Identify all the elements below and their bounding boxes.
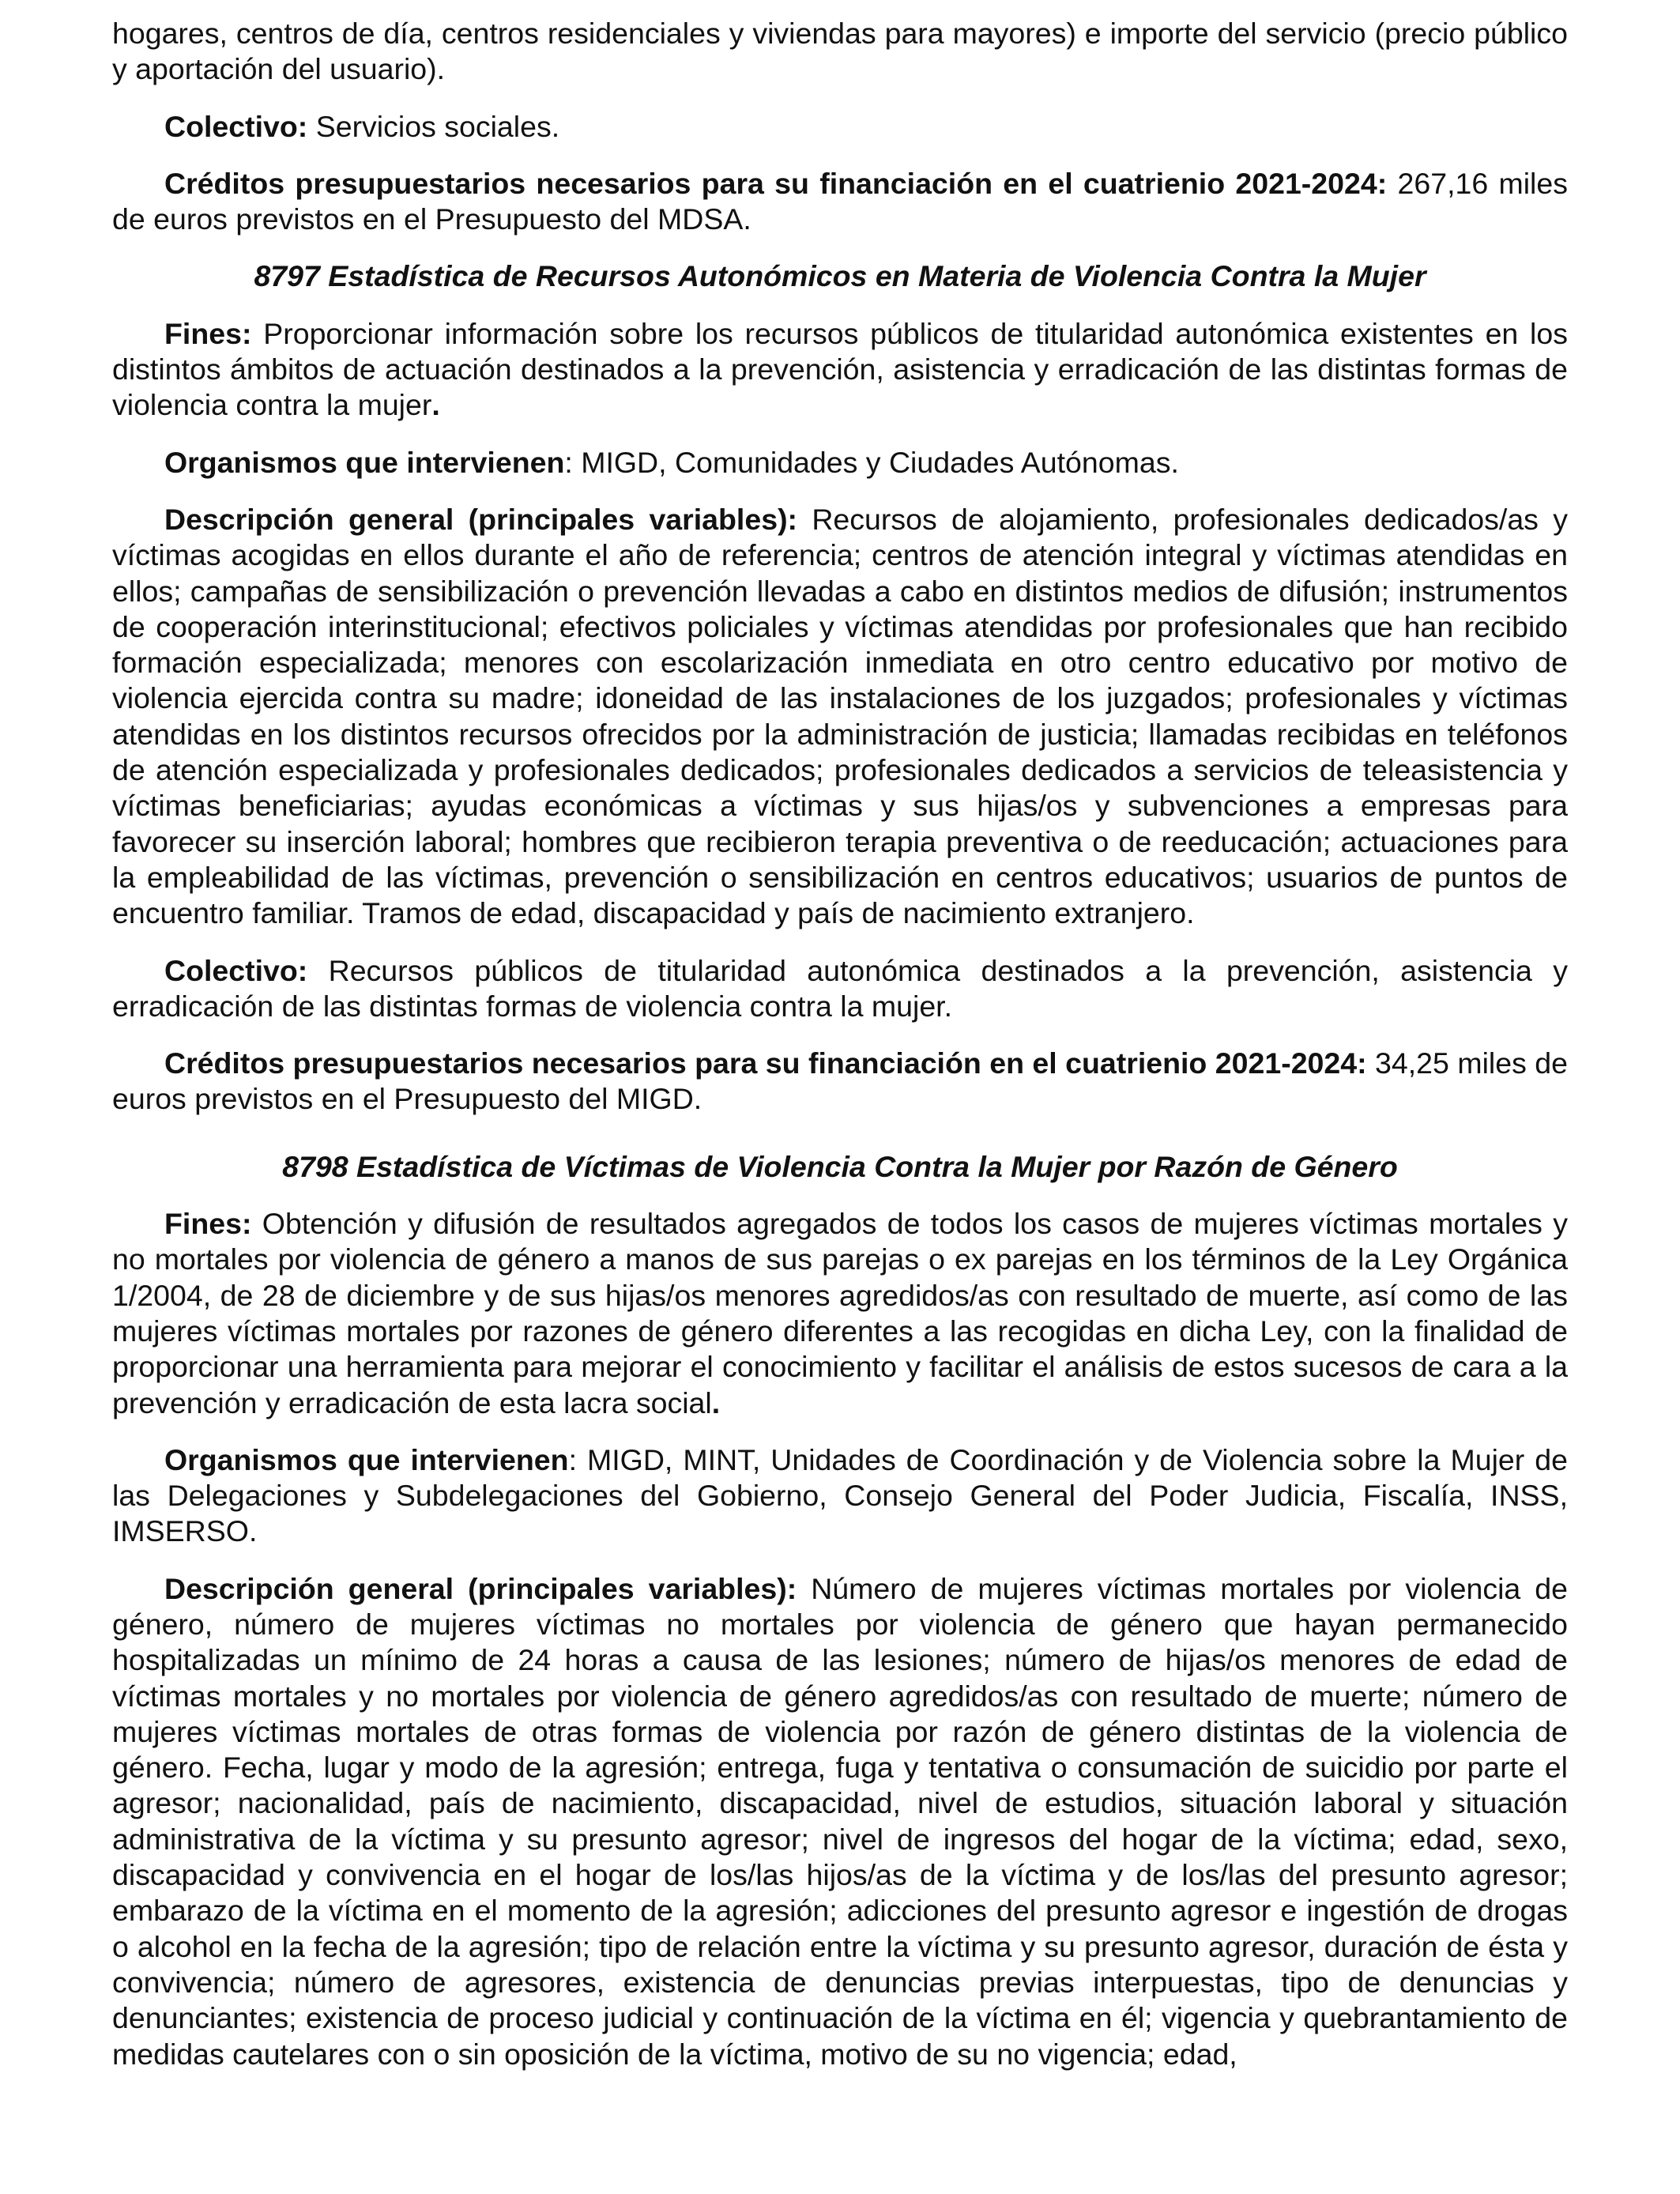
s8798-organismos-label: Organismos que intervienen	[164, 1442, 569, 1476]
s8797-colectivo-label: Colectivo:	[164, 953, 308, 987]
s8798-fines-end: .	[711, 1385, 721, 1419]
s8798-fines-paragraph	[112, 1206, 1568, 1421]
s8798-fines-text: Obtención y difusión de resultados agregados de todos los casos de mujeres víctimas mortales y no mortales por violencia de género a manos de sus parejas o ex parejas en los términos de la Ley Orgánica 1/2004, de 28 de diciembre y de sus hijas/os menores agredidos/as con resultado de muerte, así como de las mujeres víctimas mortales por razones de género diferentes a las recogidas en dicha Ley, con la finalidad de proporcionar una herramienta para mejorar el conocimiento y facilitar el análisis de estos sucesos de cara a la prevención y erradicación de esta lacra social	[112, 1207, 1568, 1419]
prev-colectivo-label: Colectivo:	[164, 109, 308, 143]
s8797-colectivo-paragraph	[112, 953, 1568, 1025]
s8797-organismos-paragraph	[112, 445, 1568, 481]
prev-creditos-paragraph	[112, 166, 1568, 238]
prev-creditos-label: Créditos presupuestarios necesarios para su financiación en el cuatrienio 2021-2024:	[164, 166, 1388, 200]
section-8798-title: 8798 Estadística de Víctimas de Violencia Contra la Mujer por Razón de Género	[282, 1149, 1398, 1183]
s8797-creditos-text: 34,25 miles de euros previstos en el Presupuesto del MIGD.	[112, 1046, 1568, 1116]
s8798-descripcion-text: Número de mujeres víctimas mortales por violencia de género, número de mujeres víctimas no mortales por violencia de género que hayan permanecido hospitalizadas un mínimo de 24 horas a causa de las lesiones; número de hijas/os menores de edad de víctimas mortales y no mortales por violencia de género agredidos/as con resultado de muerte; número de mujeres víctimas mortales de otras formas de violencia por razón de género distintas de la violencia de género. Fecha, lugar y modo de la agresión; entrega, fuga y tentativa o consumación de suicidio por parte el agresor; nacionalidad, país de nacimiento, discapacidad, nivel de estudios, situación laboral y situación administrativa de la víctima y su presunto agresor; nivel de ingresos del hogar de la víctima; edad, sexo, discapacidad y convivencia en el hogar de los/las hijos/as de la víctima y de los/las del presunto agresor; embarazo de la víctima en el momento de la agresión; adicciones del presunto agresor e ingestión de drogas o alcohol en la fecha de la agresión; tipo de relación entre la víctima y su presunto agresor, duración de ésta y convivencia; número de agresores, existencia de denuncias previas interpuestas, tipo de denuncias y denunciantes; existencia de proceso judicial y continuación de la víctima en él; vigencia y quebrantamiento de medidas cautelares con o sin oposición de la víctima, motivo de su no vigencia; edad,	[112, 1571, 1568, 2071]
prev-creditos-text: 267,16 miles de euros previstos en el Presupuesto del MDSA.	[112, 166, 1568, 236]
s8798-descripcion-paragraph	[112, 1571, 1568, 2072]
s8797-descripcion-label: Descripción general (principales variables):	[164, 502, 798, 536]
s8797-fines-paragraph	[112, 316, 1568, 424]
s8797-fines-label: Fines:	[164, 316, 252, 350]
section-8797-title: 8797 Estadística de Recursos Autonómicos en Materia de Violencia Contra la Mujer	[254, 259, 1426, 293]
document-page	[112, 16, 1568, 2072]
intro-continuation: hogares, centros de día, centros residenciales y viviendas para mayores) e importe del servicio (precio público y aportación del usuario).	[112, 17, 1568, 86]
prev-colectivo-text: Servicios sociales.	[307, 109, 560, 143]
prev-colectivo-paragraph	[112, 109, 1568, 145]
s8797-organismos-label: Organismos que intervienen	[164, 445, 565, 479]
s8797-colectivo-text: Recursos públicos de titularidad autonómica destinados a la prevención, asistencia y erradicación de las distintas formas de violencia contra la mujer.	[112, 953, 1568, 1023]
s8797-creditos-paragraph	[112, 1046, 1568, 1118]
s8797-fines-text: Proporcionar información sobre los recursos públicos de titularidad autonómica existentes en los distintos ámbitos de actuación destinados a la prevención, asistencia y erradicación de las distintas formas de violencia contra la mujer	[112, 316, 1568, 422]
s8798-organismos-paragraph	[112, 1442, 1568, 1550]
s8797-descripcion-text: Recursos de alojamiento, profesionales dedicados/as y víctimas acogidas en ellos durante el año de referencia; centros de atención integral y víctimas atendidas en ellos; campañas de sensibilización o prevención llevadas a cabo en distintos medios de difusión; instrumentos de cooperación interinstitucional; efectivos policiales y víctimas atendidas por profesionales que han recibido formación especializada; menores con escolarización inmediata en otro centro educativo por motivo de violencia ejercida contra su madre; idoneidad de las instalaciones de los juzgados; profesionales y víctimas atendidas en los distintos recursos ofrecidos por la administración de justicia; llamadas recibidas en teléfonos de atención especializada y profesionales dedicados; profesionales dedicados a servicios de teleasistencia y víctimas beneficiarias; ayudas económicas a víctimas y sus hijas/os y subvenciones a empresas para favorecer su inserción laboral; hombres que recibieron terapia preventiva o de reeducación; actuaciones para la empleabilidad de las víctimas, prevención o sensibilización en centros educativos; usuarios de puntos de encuentro familiar. Tramos de edad, discapacidad y país de nacimiento extranjero.	[112, 502, 1568, 930]
s8798-fines-label: Fines:	[164, 1207, 252, 1241]
s8797-organismos-text: : MIGD, Comunidades y Ciudades Autónomas.	[564, 445, 1179, 479]
s8798-descripcion-label: Descripción general (principales variables):	[164, 1571, 797, 1605]
s8797-descripcion-paragraph	[112, 502, 1568, 932]
s8798-organismos-text: : MIGD, MINT, Unidades de Coordinación y de Violencia sobre la Mujer de las Delegaciones y Subdelegaciones del Gobierno, Consejo General del Poder Judicia, Fiscalía, INSS, IMSERSO.	[112, 1442, 1568, 1548]
s8797-fines-end: .	[431, 388, 440, 422]
s8797-creditos-label: Créditos presupuestarios necesarios para su financiación en el cuatrienio 2021-2024:	[164, 1046, 1367, 1080]
